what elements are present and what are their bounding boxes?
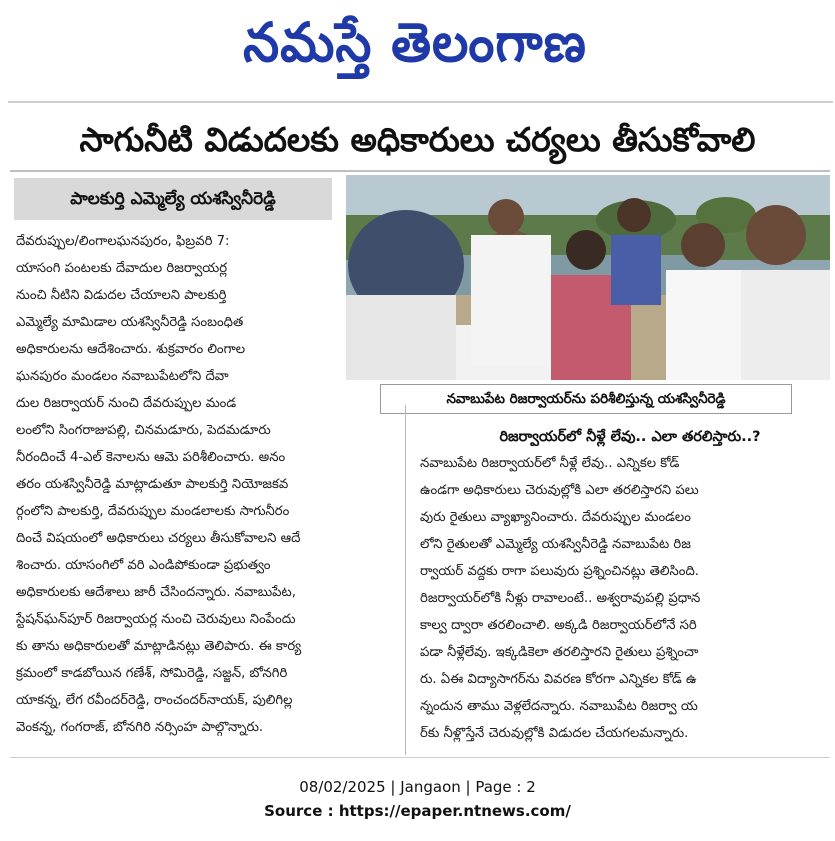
left-column: [16, 228, 334, 741]
article-line: స్టేషన్‌ఘన్‌పూర్ రిజర్వాయర్ల నుంచి చెరువులు నింపేందు: [16, 612, 296, 627]
headline-divider: [10, 170, 830, 172]
article-line: దుల రిజర్వాయర్ నుంచి దేవరుప్పుల మండ: [16, 396, 237, 411]
article-line: రిజర్వాయర్‌లోకి నీళ్లు రావాలంటే.. అశ్వరావుపల్లి ప్రధాన: [420, 591, 701, 606]
article-line: నీరందించే 4-ఎల్ కెనాలను ఆమె పరిశీలించారు. అనం: [16, 450, 286, 465]
masthead-divider: [8, 101, 833, 103]
article-line: ర్‌కు నీళ్లొస్తేనే చెరువుల్లోకి విడుదల చేయగలమన్నారు.: [420, 726, 689, 741]
article-line: దించే విషయంలో అధికారులు చర్యలు తీసుకోవాలని ఆదే: [16, 531, 301, 546]
article-line: ఘనపురం మండలం నవాబుపేటలోని దేవా: [16, 369, 229, 384]
article-line: వురు రైతులు వ్యాఖ్యానించారు. దేవరుప్పుల మండలం: [420, 510, 691, 525]
article-line: యాకన్న, లేగ రవీందర్‌రెడ్డి, రాంచందర్‌నాయక్, పులిగిల్ల: [16, 693, 293, 708]
footer-date-line: 08/02/2025 | Jangaon | Page : 2: [299, 778, 536, 796]
article-line: లంలోని సింగరాజుపల్లి, చినమడూరు, పెదమడూరు: [16, 423, 271, 438]
column-divider: [405, 405, 406, 755]
article-subhead: పాలకుర్తి ఎమ్మెల్యే యశస్వినీరెడ్డి: [14, 178, 332, 220]
article-line: వెంకన్న, గంగరాజ్, బోనగిరి నర్సింహ పాల్గొన్నారు.: [16, 720, 264, 735]
masthead: [0, 0, 835, 100]
article-line: అధికారులను ఆదేశించారు. శుక్రవారం లింగాల: [16, 342, 246, 357]
article-line: ఎమ్మెల్యే మామిడాల యశస్వినీరెడ్డి సంబంధిత: [16, 315, 244, 330]
footer-source-line: Source : https://epaper.ntnews.com/: [264, 802, 571, 820]
article-line: శించారు. యాసంగిలో వరి ఎండిపోకుండా ప్రభుత్వం: [16, 558, 271, 573]
article-line: తరం యశస్వినీరెడ్డి మాట్లాడుతూ పాలకుర్తి నియోజకవ: [16, 477, 289, 492]
photo-caption: నవాబుపేట రిజర్వాయర్‌ను పరిశీలిస్తున్న యశస్వినీరెడ్డి: [380, 384, 792, 414]
article-line: అధికారులకు ఆదేశాలు జారీ చేసిందన్నారు. నవాబుపేట,: [16, 585, 296, 600]
right-column: [420, 450, 828, 747]
article-line: దేవరుప్పుల/లింగాలఘనపురం, ఫిబ్రవరి 7:: [16, 234, 230, 249]
article-headline: సాగునీటి విడుదలకు అధికారులు చర్యలు తీసుకోవాలి: [79, 120, 756, 159]
article-line: నవాబుపేట రిజర్వాయర్‌లో నీళ్లే లేవు.. ఎన్నికల కోడ్: [420, 456, 680, 471]
newspaper-logo: నమస్తే తెలంగాణ: [243, 11, 587, 74]
crosshead: రిజర్వాయర్‌లో నీళ్లే లేవు.. ఎలా తరలిస్తారు..?: [499, 429, 761, 445]
news-photo: [346, 175, 830, 380]
article-line: ఉండగా అధికారులు చెరువుల్లోకి ఎలా తరలిస్తారని పలు: [420, 483, 699, 498]
article-line: రు. ఏఈ విద్యాసాగర్‌ను వివరణ కోరగా ఎన్నికల కోడ్ ఉ: [420, 672, 697, 687]
photo-illustration: [346, 175, 830, 380]
article-line: లోని రైతులతో ఎమ్మెల్యే యశస్వినీరెడ్డి నవాబుపేట రిజ: [420, 537, 691, 552]
article-line: నుంచి నీటిని విడుదల చేయాలని పాలకుర్తి: [16, 288, 227, 303]
article-line: క్రమంలో కాడబోయిన గణేశ్, సోమిరెడ్డి, సజ్జన్, బోనగిరి: [16, 666, 288, 681]
article-line: ర్గంలోని పాలకుర్తి, దేవరుప్పుల మండలాలకు సాగునీరం: [16, 504, 290, 519]
article-line: యాసంగి పంటలకు దేవాదుల రిజర్వాయర్ల: [16, 261, 228, 276]
article-line: కు తాను అధికారులతో మాట్లాడినట్లు తెలిపారు. ఈ కార్య: [16, 639, 302, 654]
article-line: ర్వాయర్ వద్దకు రాగా పలువురు ప్రశ్నించినట్లు తెలిసింది.: [420, 564, 699, 579]
article-line: న్నందున తాము వెళ్లలేదన్నారు. నవాబుపేట రిజర్వా య: [420, 699, 698, 714]
article-line: పడా నీళ్లేలేవు. ఇక్కడికెలా తరలిస్తారని రైతులు ప్రశ్నించా: [420, 645, 699, 660]
article-line: కాల్వ ద్వారా తరలించాలి. అక్కడి రిజర్వాయర్‌లోనే సరి: [420, 618, 697, 633]
footer-divider: [10, 757, 830, 758]
